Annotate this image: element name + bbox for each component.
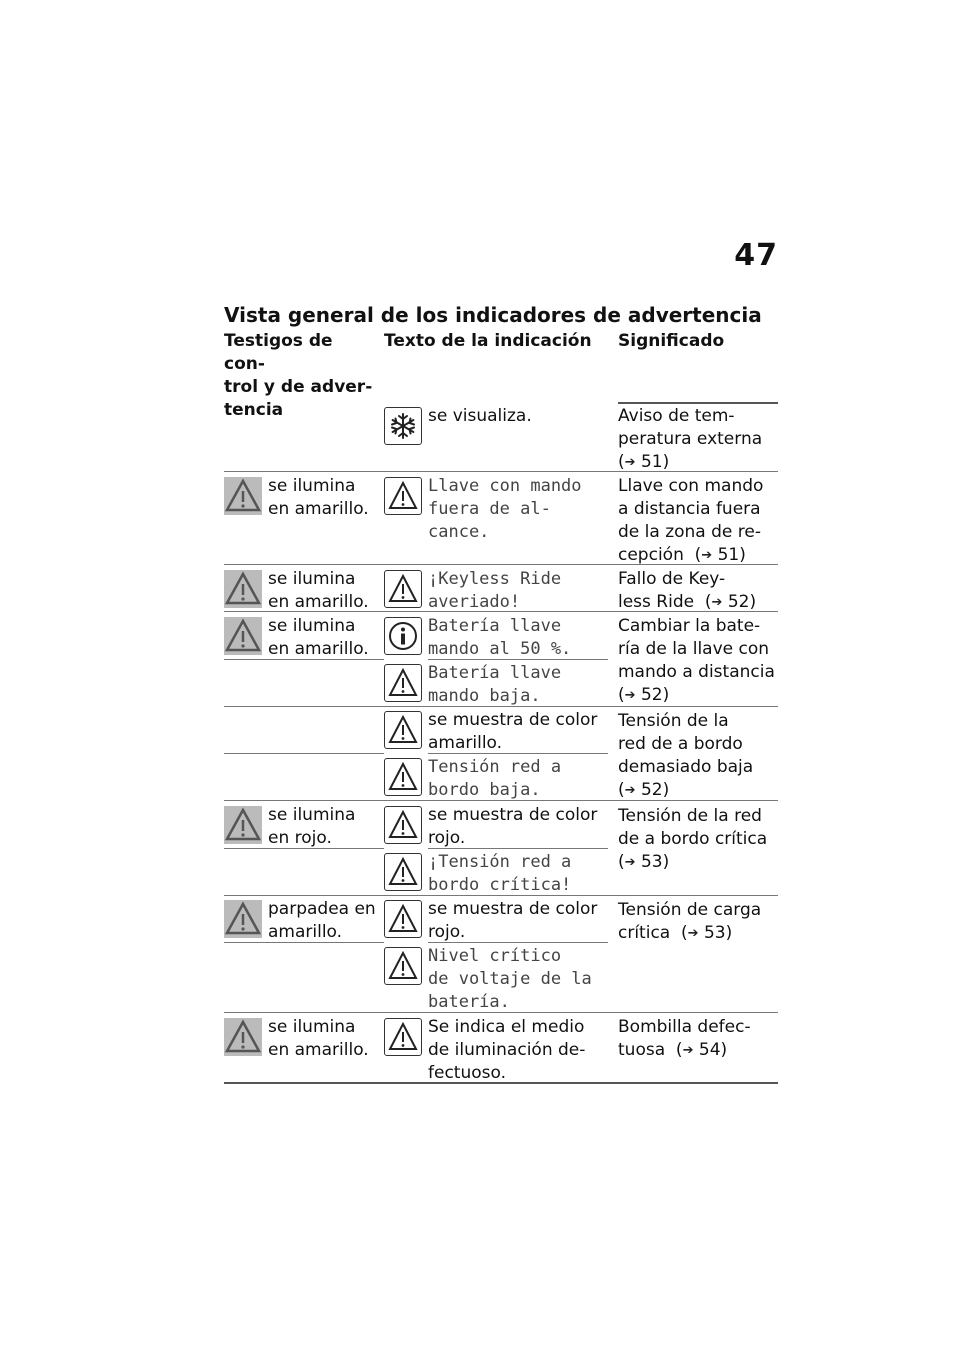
- row4-text: Batería llave mando baja.: [428, 663, 562, 706]
- row7-meaning: Tensión de la red de a bordo crítica (➔ 53): [618, 806, 768, 872]
- row0-meaning: Aviso de tem- peratura externa (➔ 51): [618, 406, 763, 472]
- arrow-right-icon: ➔: [682, 1043, 694, 1058]
- row3-meaning: Cambiar la bate- ría de la llave con mando a distancia (➔ 52): [618, 616, 775, 705]
- row5-text: se muestra de color amarillo.: [428, 710, 598, 753]
- row2-status: se ilumina en amarillo.: [268, 569, 369, 612]
- snowflake-icon: [384, 407, 422, 445]
- header-col3: Significado: [618, 331, 725, 351]
- warning-triangle-grey-icon: [224, 806, 262, 844]
- arrow-right-icon: ➔: [624, 688, 636, 703]
- row11-meaning: Bombilla defec- tuosa (➔ 54): [618, 1017, 751, 1060]
- row-divider: [224, 753, 384, 754]
- row2-meaning: Fallo de Key- less Ride (➔ 52): [618, 569, 757, 612]
- row9-status: parpadea en amarillo.: [268, 899, 376, 942]
- warning-triangle-icon: [384, 711, 422, 749]
- warning-triangle-icon: [384, 806, 422, 844]
- arrow-right-icon: ➔: [687, 926, 699, 941]
- warning-triangle-icon: [384, 570, 422, 608]
- warning-triangle-icon: [384, 664, 422, 702]
- row9-meaning: Tensión de carga crítica (➔ 53): [618, 900, 762, 943]
- row11-status: se ilumina en amarillo.: [268, 1017, 369, 1060]
- row1-meaning: Llave con mando a distancia fuera de la zona de re- cepción (➔ 51): [618, 476, 764, 565]
- row7-status: se ilumina en rojo.: [268, 805, 356, 848]
- warning-triangle-grey-icon: [224, 900, 262, 938]
- arrow-right-icon: ➔: [624, 855, 636, 870]
- header-col2: Texto de la indicación: [384, 331, 592, 351]
- warning-triangle-icon: [384, 477, 422, 515]
- row11-text: Se indica el medio de iluminación de- fectuoso.: [428, 1017, 586, 1083]
- table-top-rule: [618, 402, 778, 404]
- page-title: Vista general de los indicadores de advertencia: [224, 303, 762, 327]
- warning-triangle-icon: [384, 758, 422, 796]
- row1-status: se ilumina en amarillo.: [268, 476, 369, 519]
- arrow-right-icon: ➔: [624, 783, 636, 798]
- warning-triangle-grey-icon: [224, 1018, 262, 1056]
- header-col1: Testigos de con- trol y de adver- tencia: [224, 331, 373, 420]
- warning-triangle-grey-icon: [224, 477, 262, 515]
- row5-meaning: Tensión de la red de a bordo demasiado baja (➔ 52): [618, 711, 754, 800]
- row9-text: se muestra de color rojo.: [428, 899, 598, 942]
- arrow-right-icon: ➔: [711, 595, 723, 610]
- warning-triangle-icon: [384, 853, 422, 891]
- row10-text: Nivel crítico de voltaje de la batería.: [428, 946, 592, 1012]
- row0-text: se visualiza.: [428, 406, 532, 426]
- warning-triangle-icon: [384, 947, 422, 985]
- row8-text: ¡Tensión red a bordo crítica!: [428, 852, 572, 895]
- row3-text: Batería llave mando al 50 %.: [428, 616, 572, 659]
- warning-triangle-icon: [384, 900, 422, 938]
- arrow-right-icon: ➔: [701, 548, 713, 563]
- row6-text: Tensión red a bordo baja.: [428, 757, 562, 800]
- info-icon: [384, 617, 422, 655]
- arrow-right-icon: ➔: [624, 455, 636, 470]
- page-number: 47: [734, 238, 778, 273]
- warning-triangle-grey-icon: [224, 570, 262, 608]
- row7-text: se muestra de color rojo.: [428, 805, 598, 848]
- warning-triangle-grey-icon: [224, 617, 262, 655]
- row1-text: Llave con mando fuera de al- cance.: [428, 476, 582, 542]
- warning-triangle-icon: [384, 1018, 422, 1056]
- row3-status: se ilumina en amarillo.: [268, 616, 369, 659]
- row2-text: ¡Keyless Ride averiado!: [428, 569, 562, 612]
